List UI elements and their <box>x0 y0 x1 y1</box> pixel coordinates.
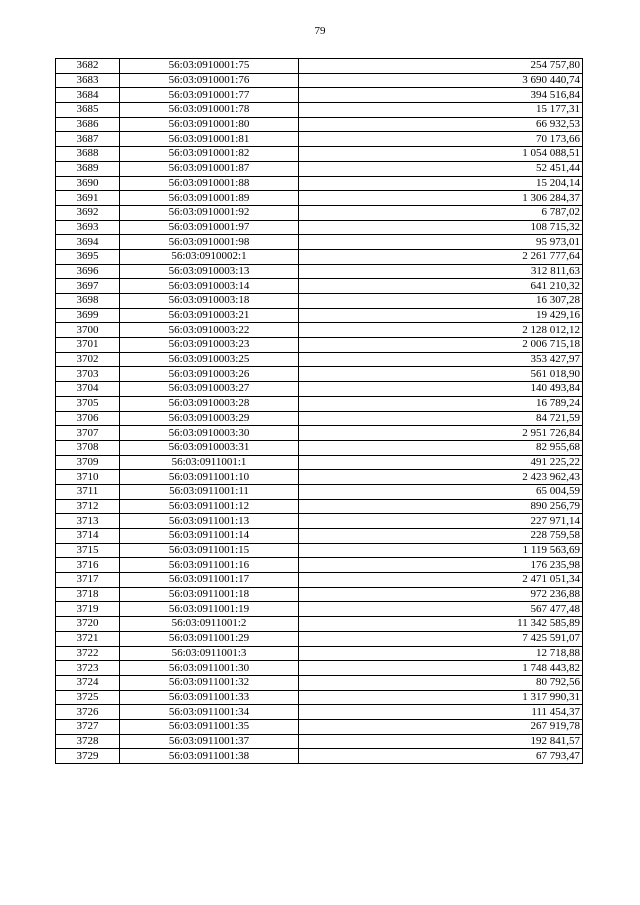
row-number-cell: 3698 <box>56 294 120 309</box>
cadastral-value-cell: 65 004,59 <box>299 484 583 499</box>
cadastral-value-cell: 111 454,37 <box>299 705 583 720</box>
row-number-cell: 3715 <box>56 543 120 558</box>
row-number-cell: 3691 <box>56 191 120 206</box>
table-row <box>56 514 583 529</box>
cadastral-value-cell: 7 425 591,07 <box>299 631 583 646</box>
row-number-cell: 3712 <box>56 499 120 514</box>
cadastral-value-cell: 140 493,84 <box>299 382 583 397</box>
cadastral-value-cell: 2 471 051,34 <box>299 573 583 588</box>
row-number-cell: 3682 <box>56 59 120 74</box>
cadastral-value-cell: 2 006 715,18 <box>299 338 583 353</box>
row-number-cell: 3710 <box>56 470 120 485</box>
table-row <box>56 690 583 705</box>
cadastral-number-cell: 56:03:0911001:38 <box>120 749 299 764</box>
cadastral-number-cell: 56:03:0910002:1 <box>120 249 299 264</box>
cadastral-value-cell: 1 748 443,82 <box>299 661 583 676</box>
cadastral-value-cell: 227 971,14 <box>299 514 583 529</box>
table-row <box>56 587 583 602</box>
table-row <box>56 249 583 264</box>
cadastral-value-cell: 12 718,88 <box>299 646 583 661</box>
cadastral-number-cell: 56:03:0910001:80 <box>120 117 299 132</box>
row-number-cell: 3727 <box>56 719 120 734</box>
cadastral-value-cell: 82 955,68 <box>299 440 583 455</box>
table-row <box>56 161 583 176</box>
table-row <box>56 205 583 220</box>
table-row <box>56 558 583 573</box>
cadastral-value-cell: 84 721,59 <box>299 411 583 426</box>
cadastral-number-cell: 56:03:0911001:10 <box>120 470 299 485</box>
cadastral-number-cell: 56:03:0911001:11 <box>120 484 299 499</box>
table-row <box>56 675 583 690</box>
row-number-cell: 3718 <box>56 587 120 602</box>
cadastral-value-cell: 228 759,58 <box>299 529 583 544</box>
table-row <box>56 235 583 250</box>
cadastral-number-cell: 56:03:0910001:77 <box>120 88 299 103</box>
table-row <box>56 396 583 411</box>
table-row <box>56 646 583 661</box>
cadastral-value-cell: 108 715,32 <box>299 220 583 235</box>
row-number-cell: 3711 <box>56 484 120 499</box>
row-number-cell: 3701 <box>56 338 120 353</box>
table-row <box>56 411 583 426</box>
row-number-cell: 3688 <box>56 147 120 162</box>
table-row <box>56 705 583 720</box>
row-number-cell: 3726 <box>56 705 120 720</box>
cadastral-number-cell: 56:03:0911001:1 <box>120 455 299 470</box>
cadastral-number-cell: 56:03:0911001:32 <box>120 675 299 690</box>
cadastral-value-cell: 267 919,78 <box>299 719 583 734</box>
cadastral-value-cell: 19 429,16 <box>299 308 583 323</box>
table-row <box>56 543 583 558</box>
table-row <box>56 103 583 118</box>
cadastral-value-cell: 11 342 585,89 <box>299 617 583 632</box>
cadastral-number-cell: 56:03:0910003:23 <box>120 338 299 353</box>
cadastral-number-cell: 56:03:0910001:89 <box>120 191 299 206</box>
table-row <box>56 455 583 470</box>
table-row <box>56 132 583 147</box>
row-number-cell: 3728 <box>56 734 120 749</box>
cadastral-number-cell: 56:03:0911001:37 <box>120 734 299 749</box>
cadastral-number-cell: 56:03:0910001:87 <box>120 161 299 176</box>
table-row <box>56 719 583 734</box>
row-number-cell: 3693 <box>56 220 120 235</box>
cadastral-number-cell: 56:03:0910001:75 <box>120 59 299 74</box>
table-row <box>56 499 583 514</box>
cadastral-number-cell: 56:03:0911001:17 <box>120 573 299 588</box>
row-number-cell: 3713 <box>56 514 120 529</box>
table-row <box>56 338 583 353</box>
cadastral-value-cell: 6 787,02 <box>299 205 583 220</box>
cadastral-value-cell: 67 793,47 <box>299 749 583 764</box>
cadastral-value-cell: 2 128 012,12 <box>299 323 583 338</box>
row-number-cell: 3705 <box>56 396 120 411</box>
cadastral-number-cell: 56:03:0910003:21 <box>120 308 299 323</box>
cadastral-number-cell: 56:03:0911001:12 <box>120 499 299 514</box>
page-number: 79 <box>314 25 326 37</box>
cadastral-value-cell: 1 317 990,31 <box>299 690 583 705</box>
table-row <box>56 573 583 588</box>
cadastral-number-cell: 56:03:0910001:78 <box>120 103 299 118</box>
table-row <box>56 749 583 764</box>
row-number-cell: 3684 <box>56 88 120 103</box>
cadastral-number-cell: 56:03:0911001:18 <box>120 587 299 602</box>
cadastral-number-cell: 56:03:0910001:81 <box>120 132 299 147</box>
cadastral-number-cell: 56:03:0911001:29 <box>120 631 299 646</box>
table-row <box>56 484 583 499</box>
row-number-cell: 3708 <box>56 440 120 455</box>
cadastral-value-cell: 312 811,63 <box>299 264 583 279</box>
cadastral-value-cell: 254 757,80 <box>299 59 583 74</box>
table-row <box>56 352 583 367</box>
cadastral-value-cell: 972 236,88 <box>299 587 583 602</box>
row-number-cell: 3689 <box>56 161 120 176</box>
cadastral-value-cell: 15 204,14 <box>299 176 583 191</box>
cadastral-number-cell: 56:03:0910003:28 <box>120 396 299 411</box>
table-row <box>56 661 583 676</box>
cadastral-number-cell: 56:03:0910001:76 <box>120 73 299 88</box>
row-number-cell: 3686 <box>56 117 120 132</box>
cadastral-number-cell: 56:03:0911001:15 <box>120 543 299 558</box>
row-number-cell: 3702 <box>56 352 120 367</box>
cadastral-number-cell: 56:03:0910003:25 <box>120 352 299 367</box>
cadastral-number-cell: 56:03:0911001:33 <box>120 690 299 705</box>
row-number-cell: 3714 <box>56 529 120 544</box>
cadastral-value-cell: 66 932,53 <box>299 117 583 132</box>
cadastral-value-cell: 80 792,56 <box>299 675 583 690</box>
row-number-cell: 3704 <box>56 382 120 397</box>
cadastral-value-cell: 16 789,24 <box>299 396 583 411</box>
cadastral-number-cell: 56:03:0911001:13 <box>120 514 299 529</box>
cadastral-number-cell: 56:03:0910001:97 <box>120 220 299 235</box>
cadastral-value-cell: 16 307,28 <box>299 294 583 309</box>
cadastral-value-cell: 2 423 962,43 <box>299 470 583 485</box>
cadastral-value-cell: 491 225,22 <box>299 455 583 470</box>
cadastral-number-cell: 56:03:0910003:18 <box>120 294 299 309</box>
row-number-cell: 3700 <box>56 323 120 338</box>
cadastral-number-cell: 56:03:0910003:27 <box>120 382 299 397</box>
row-number-cell: 3690 <box>56 176 120 191</box>
table-row <box>56 602 583 617</box>
cadastral-number-cell: 56:03:0910003:22 <box>120 323 299 338</box>
cadastral-number-cell: 56:03:0911001:34 <box>120 705 299 720</box>
cadastral-number-cell: 56:03:0910003:14 <box>120 279 299 294</box>
cadastral-number-cell: 56:03:0910003:13 <box>120 264 299 279</box>
cadastral-value-cell: 15 177,31 <box>299 103 583 118</box>
cadastral-value-cell: 2 951 726,84 <box>299 426 583 441</box>
cadastral-value-cell: 1 306 284,37 <box>299 191 583 206</box>
row-number-cell: 3719 <box>56 602 120 617</box>
table-row <box>56 426 583 441</box>
table-row <box>56 529 583 544</box>
cadastral-value-cell: 3 690 440,74 <box>299 73 583 88</box>
cadastral-value-cell: 567 477,48 <box>299 602 583 617</box>
table-row <box>56 176 583 191</box>
cadastral-value-cell: 890 256,79 <box>299 499 583 514</box>
table-row <box>56 191 583 206</box>
table-row <box>56 88 583 103</box>
row-number-cell: 3697 <box>56 279 120 294</box>
cadastral-number-cell: 56:03:0911001:2 <box>120 617 299 632</box>
cadastral-number-cell: 56:03:0910001:98 <box>120 235 299 250</box>
table-row <box>56 631 583 646</box>
cadastral-number-cell: 56:03:0911001:16 <box>120 558 299 573</box>
cadastral-number-cell: 56:03:0911001:30 <box>120 661 299 676</box>
row-number-cell: 3692 <box>56 205 120 220</box>
table-row <box>56 734 583 749</box>
cadastral-value-cell: 52 451,44 <box>299 161 583 176</box>
row-number-cell: 3720 <box>56 617 120 632</box>
table-row <box>56 220 583 235</box>
row-number-cell: 3729 <box>56 749 120 764</box>
cadastral-value-cell: 2 261 777,64 <box>299 249 583 264</box>
table-row <box>56 264 583 279</box>
cadastral-value-cell: 1 119 563,69 <box>299 543 583 558</box>
table-body <box>56 59 583 764</box>
cadastral-value-cell: 641 210,32 <box>299 279 583 294</box>
cadastral-number-cell: 56:03:0910001:82 <box>120 147 299 162</box>
cadastral-number-cell: 56:03:0910003:31 <box>120 440 299 455</box>
cadastral-value-cell: 1 054 088,51 <box>299 147 583 162</box>
cadastral-number-cell: 56:03:0911001:35 <box>120 719 299 734</box>
table-row <box>56 470 583 485</box>
row-number-cell: 3724 <box>56 675 120 690</box>
cadastral-value-table <box>55 58 583 764</box>
cadastral-value-cell: 394 516,84 <box>299 88 583 103</box>
row-number-cell: 3716 <box>56 558 120 573</box>
row-number-cell: 3703 <box>56 367 120 382</box>
row-number-cell: 3687 <box>56 132 120 147</box>
cadastral-number-cell: 56:03:0910001:92 <box>120 205 299 220</box>
cadastral-number-cell: 56:03:0910001:88 <box>120 176 299 191</box>
cadastral-value-cell: 70 173,66 <box>299 132 583 147</box>
row-number-cell: 3717 <box>56 573 120 588</box>
row-number-cell: 3707 <box>56 426 120 441</box>
cadastral-number-cell: 56:03:0910003:29 <box>120 411 299 426</box>
cadastral-value-cell: 561 018,90 <box>299 367 583 382</box>
table-row <box>56 279 583 294</box>
cadastral-number-cell: 56:03:0911001:3 <box>120 646 299 661</box>
row-number-cell: 3685 <box>56 103 120 118</box>
table-row <box>56 147 583 162</box>
table-row <box>56 382 583 397</box>
row-number-cell: 3706 <box>56 411 120 426</box>
cadastral-value-cell: 192 841,57 <box>299 734 583 749</box>
table-row <box>56 117 583 132</box>
table-row <box>56 440 583 455</box>
row-number-cell: 3694 <box>56 235 120 250</box>
cadastral-number-cell: 56:03:0910003:26 <box>120 367 299 382</box>
cadastral-number-cell: 56:03:0911001:14 <box>120 529 299 544</box>
row-number-cell: 3723 <box>56 661 120 676</box>
table-row <box>56 294 583 309</box>
row-number-cell: 3695 <box>56 249 120 264</box>
table-row <box>56 73 583 88</box>
table-row <box>56 323 583 338</box>
cadastral-number-cell: 56:03:0911001:19 <box>120 602 299 617</box>
table-row <box>56 308 583 323</box>
row-number-cell: 3699 <box>56 308 120 323</box>
row-number-cell: 3721 <box>56 631 120 646</box>
cadastral-value-cell: 95 973,01 <box>299 235 583 250</box>
cadastral-number-cell: 56:03:0910003:30 <box>120 426 299 441</box>
row-number-cell: 3709 <box>56 455 120 470</box>
table-row <box>56 617 583 632</box>
table-row <box>56 367 583 382</box>
cadastral-value-cell: 176 235,98 <box>299 558 583 573</box>
row-number-cell: 3683 <box>56 73 120 88</box>
cadastral-value-cell: 353 427,97 <box>299 352 583 367</box>
row-number-cell: 3696 <box>56 264 120 279</box>
table-row <box>56 59 583 74</box>
row-number-cell: 3722 <box>56 646 120 661</box>
row-number-cell: 3725 <box>56 690 120 705</box>
